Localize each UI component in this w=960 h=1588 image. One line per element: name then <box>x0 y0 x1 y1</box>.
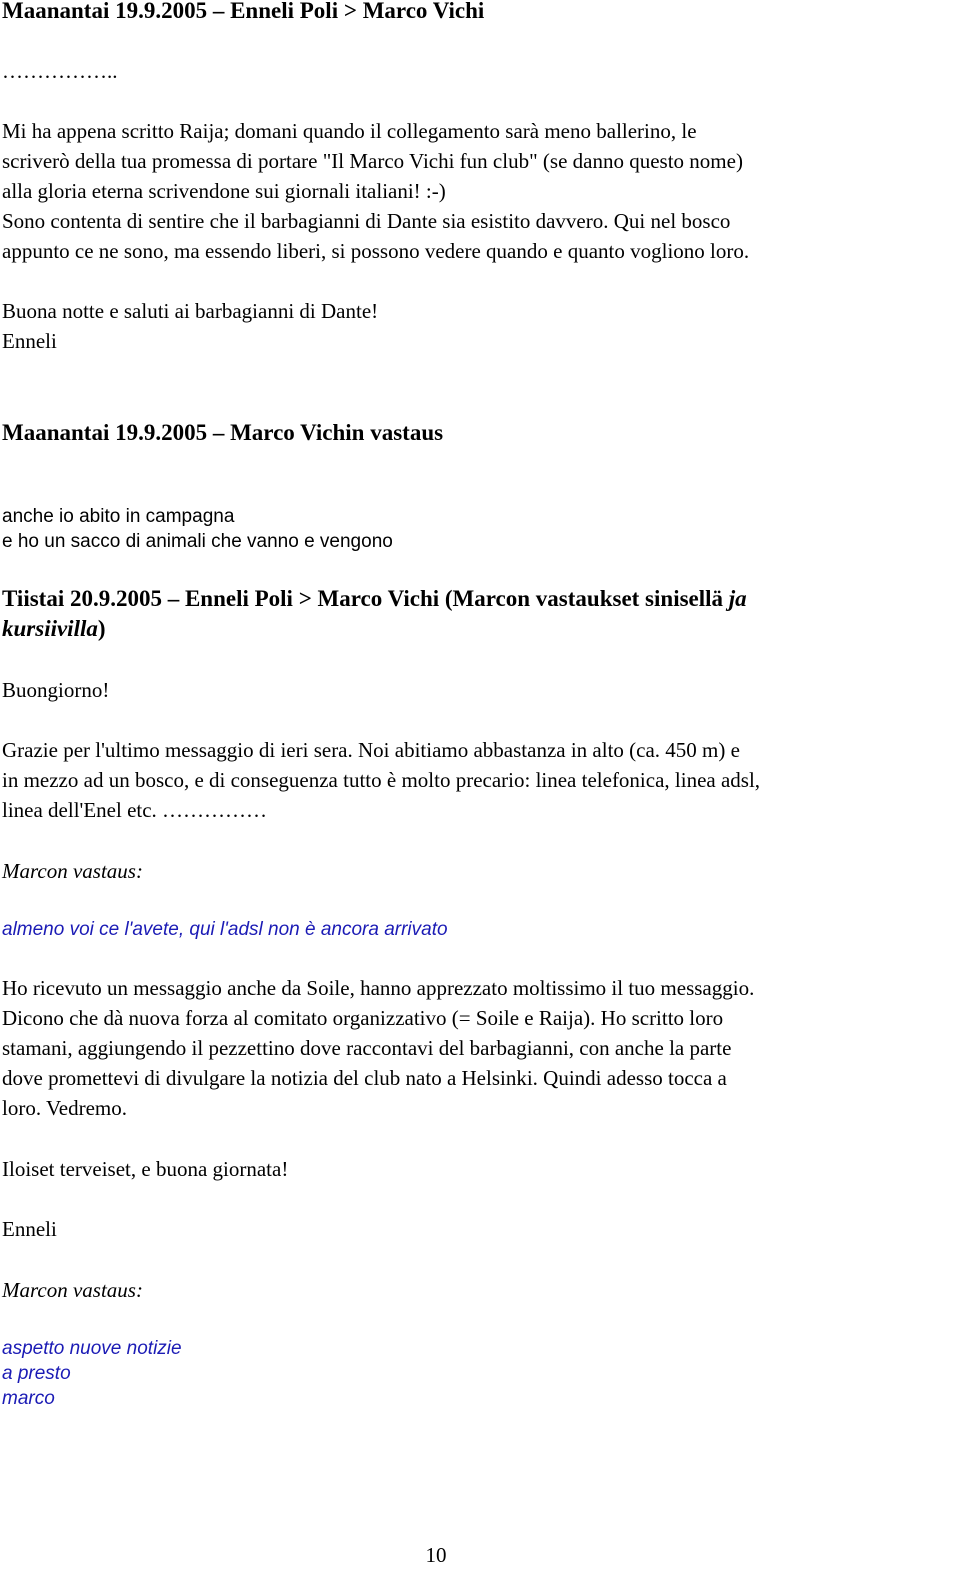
entry-body <box>2 116 749 266</box>
body-line: linea dell'Enel etc. …………… <box>2 798 268 822</box>
marco-reply <box>2 1336 182 1411</box>
greeting: Buongiorno! <box>2 678 110 702</box>
body-paragraph <box>2 735 760 825</box>
ellipsis: …………….. <box>2 59 118 83</box>
body-line: stamani, aggiungendo il pezzettino dove raccontavi del barbagianni, con anche la parte <box>2 1036 732 1060</box>
reply-label: Marcon vastaus: <box>2 859 143 883</box>
entry-heading-tiistai <box>2 584 947 644</box>
body-line: Ho ricevuto un messaggio anche da Soile, hanno apprezzato moltissimo il tuo messaggio. <box>2 976 755 1000</box>
page-number: 10 <box>425 1543 447 1567</box>
entry-heading: Maanantai 19.9.2005 – Marco Vichin vastaus <box>2 420 444 445</box>
marco-reply: almeno voi ce l'avete, qui l'adsl non è ancora arrivato <box>2 919 448 940</box>
body-line: Sono contenta di sentire che il barbagianni di Dante sia esistito davvero. Qui nel bosco <box>2 209 731 233</box>
reply-line: anche io abito in campagna <box>2 506 235 527</box>
reply-label: Marcon vastaus: <box>2 1278 143 1302</box>
reply-line: aspetto nuove notizie <box>2 1338 182 1359</box>
body-line: loro. Vedremo. <box>2 1096 128 1120</box>
closing-line: Iloiset terveiset, e buona giornata! <box>2 1157 289 1181</box>
body-line: Grazie per l'ultimo messaggio di ieri sera. Noi abitiamo abbastanza in alto (ca. 450 m) e <box>2 738 740 762</box>
heading-italic-line2: kursiivilla <box>2 616 98 641</box>
heading-italic: ja <box>728 586 747 611</box>
entry-heading: Maanantai 19.9.2005 – Enneli Poli > Marco Vichi <box>2 0 485 23</box>
reply-line: marco <box>2 1388 55 1409</box>
body-line: alla gloria eterna scrivendone sui giornali italiani! :-) <box>2 179 446 203</box>
signature: Enneli <box>2 1217 57 1241</box>
body-line: appunto ce ne sono, ma essendo liberi, si possono vedere quando e quanto vogliono loro. <box>2 239 750 263</box>
reply-line: e ho un sacco di animali che vanno e vengono <box>2 531 393 552</box>
heading-end: ) <box>97 616 106 641</box>
body-line: scriverò della tua promessa di portare "Il Marco Vichi fun club" (se danno questo nome) <box>2 149 743 173</box>
body-line: Mi ha appena scritto Raija; domani quando il collegamento sarà meno ballerino, le <box>2 119 697 143</box>
heading-main: Tiistai 20.9.2005 – Enneli Poli > Marco Vichi (Marcon vastaukset sinisellä <box>2 586 729 611</box>
body-paragraph <box>2 973 754 1123</box>
body-line: Dicono che dà nuova forza al comitato organizzativo (= Soile e Raija). Ho scritto loro <box>2 1006 724 1030</box>
signature: Enneli <box>2 329 57 353</box>
entry-enneli-19-9 <box>2 0 484 86</box>
body-line: dove promettevi di divulgare la notizia del club nato a Helsinki. Quindi adesso tocca a <box>2 1066 727 1090</box>
reply-line: a presto <box>2 1363 71 1384</box>
closing-line: Buona notte e saluti ai barbagianni di Dante! <box>2 299 379 323</box>
body-line: in mezzo ad un bosco, e di conseguenza tutto è molto precario: linea telefonica, linea adsl, <box>2 768 761 792</box>
marco-reply-plain <box>2 504 393 554</box>
